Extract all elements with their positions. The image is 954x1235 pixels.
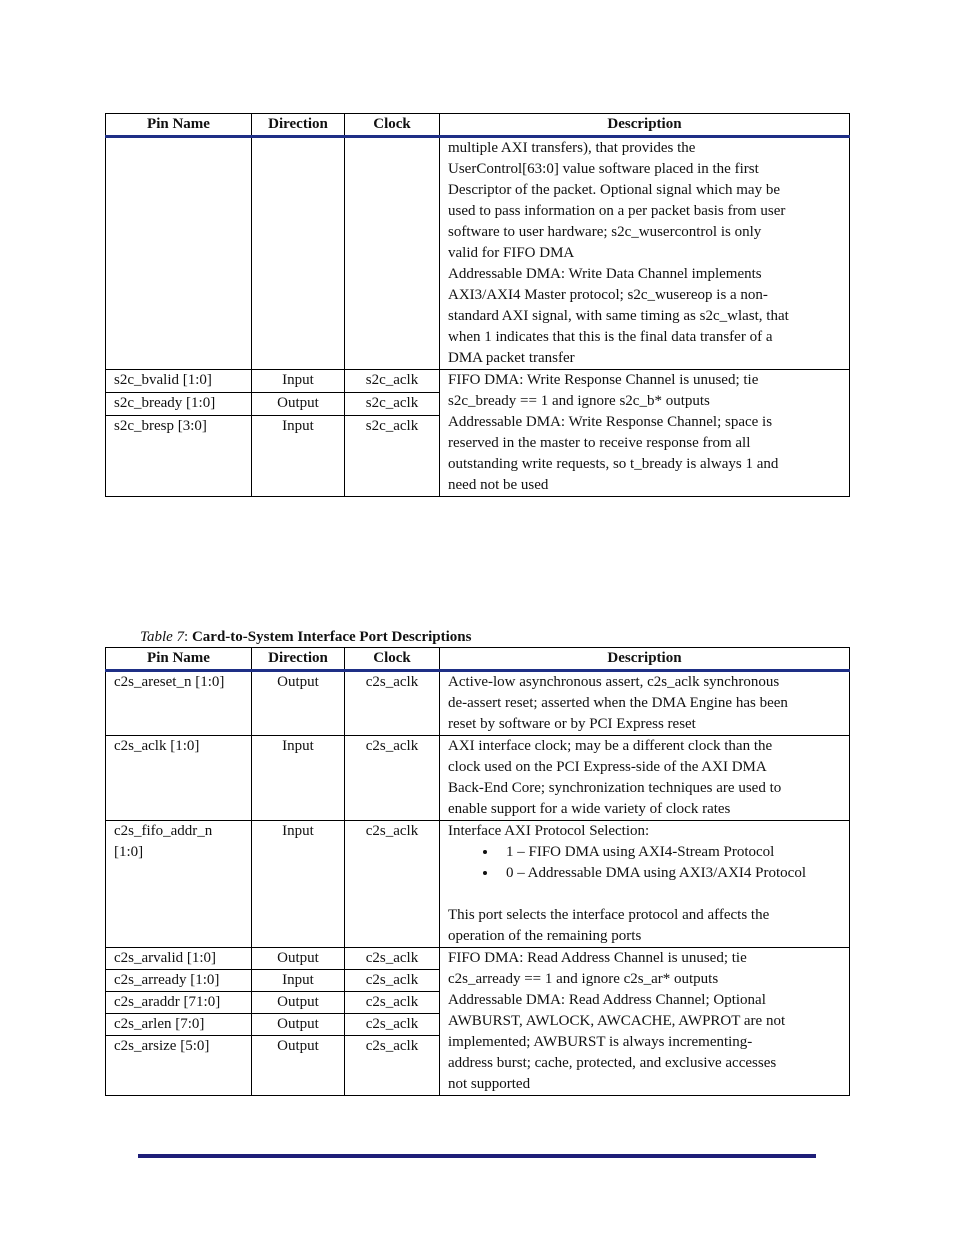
description-line: AWBURST, AWLOCK, AWCACHE, AWPROT are not <box>448 1013 786 1029</box>
clock-cell: c2s_aclk <box>345 821 440 948</box>
clock-cell: s2c_aclk <box>345 370 440 393</box>
description-line: software to user hardware; s2c_wusercontrol is only <box>448 224 762 240</box>
header-clock: Clock <box>345 648 440 671</box>
description-line: s2c_bready == 1 and ignore s2c_b* outputs <box>448 393 710 409</box>
description-line: reserved in the master to receive response from all <box>448 435 751 451</box>
pin-cell <box>106 137 252 370</box>
header-clock: Clock <box>345 114 440 137</box>
description-line: valid for FIFO DMA <box>448 245 575 261</box>
pin-cell: c2s_areset_n [1:0] <box>106 671 252 736</box>
pin-cell: s2c_bresp [3:0] <box>106 416 252 497</box>
table-caption <box>140 627 471 647</box>
clock-cell: s2c_aclk <box>345 416 440 497</box>
direction-cell: Input <box>252 370 345 393</box>
description-line: Interface AXI Protocol Selection: <box>448 823 650 839</box>
direction-cell: Output <box>252 393 345 416</box>
description-cell <box>440 736 850 821</box>
description-line: Back-End Core; synchronization techniques are used to <box>448 780 782 796</box>
direction-cell: Input <box>252 416 345 497</box>
clock-cell: c2s_aclk <box>345 671 440 736</box>
clock-cell: c2s_aclk <box>345 1014 440 1036</box>
clock-cell <box>345 137 440 370</box>
description-line: AXI3/AXI4 Master protocol; s2c_wusereop is a non- <box>448 287 768 303</box>
description-line: reset by software or by PCI Express reset <box>448 716 696 732</box>
header-pin-name: Pin Name <box>106 114 252 137</box>
description-cell <box>440 370 850 497</box>
description-line: implemented; AWBURST is always incrementing- <box>448 1034 753 1050</box>
table-header-row <box>106 648 850 671</box>
footer-rule <box>138 1154 816 1158</box>
description-cell <box>440 137 850 370</box>
description-line: used to pass information on a per packet basis from user <box>448 203 786 219</box>
direction-cell: Output <box>252 992 345 1014</box>
protocol-option-list <box>448 842 841 884</box>
pin-cell: c2s_arsize [5:0] <box>106 1036 252 1096</box>
table-row <box>106 948 850 970</box>
clock-cell: s2c_aclk <box>345 393 440 416</box>
description-line: address burst; cache, protected, and exclusive accesses <box>448 1055 777 1071</box>
description-line: Addressable DMA: Write Data Channel implements <box>448 266 762 282</box>
header-description: Description <box>440 114 850 137</box>
direction-cell: Input <box>252 970 345 992</box>
clock-cell: c2s_aclk <box>345 992 440 1014</box>
pin-cell: c2s_arlen [7:0] <box>106 1014 252 1036</box>
description-line: c2s_arready == 1 and ignore c2s_ar* outputs <box>448 971 719 987</box>
description-line: outstanding write requests, so t_bready is always 1 and <box>448 456 779 472</box>
list-item: • 1 – FIFO DMA using AXI4-Stream Protocol <box>498 842 841 863</box>
description-line: clock used on the PCI Express-side of the AXI DMA <box>448 759 767 775</box>
list-item: • 0 – Addressable DMA using AXI3/AXI4 Protocol <box>498 863 841 884</box>
direction-cell: Input <box>252 821 345 948</box>
description-cell <box>440 821 850 948</box>
table-row <box>106 137 850 370</box>
header-pin-name: Pin Name <box>106 648 252 671</box>
pin-cell <box>106 821 252 948</box>
c2s-port-table <box>105 647 850 1096</box>
direction-cell: Output <box>252 671 345 736</box>
pin-name-line: c2s_fifo_addr_n <box>114 823 213 839</box>
clock-cell: c2s_aclk <box>345 736 440 821</box>
description-cell <box>440 948 850 1096</box>
description-line: UserControl[63:0] value software placed in the first <box>448 161 759 177</box>
description-line: FIFO DMA: Write Response Channel is unused; tie <box>448 372 759 388</box>
description-line: enable support for a wide variety of clock rates <box>448 801 731 817</box>
clock-cell: c2s_aclk <box>345 1036 440 1096</box>
pin-cell: c2s_araddr [71:0] <box>106 992 252 1014</box>
table-caption-separator: : <box>184 629 192 645</box>
header-direction: Direction <box>252 114 345 137</box>
direction-cell: Output <box>252 1014 345 1036</box>
header-description: Description <box>440 648 850 671</box>
description-line: Descriptor of the packet. Optional signal which may be <box>448 182 780 198</box>
description-cell <box>440 671 850 736</box>
description-line: when 1 indicates that this is the final data transfer of a <box>448 329 773 345</box>
description-line: DMA packet transfer <box>448 350 575 366</box>
clock-cell: c2s_aclk <box>345 970 440 992</box>
table-row <box>106 370 850 393</box>
description-line: AXI interface clock; may be a different clock than the <box>448 738 773 754</box>
description-line: FIFO DMA: Read Address Channel is unused; tie <box>448 950 747 966</box>
description-line: not supported <box>448 1076 531 1092</box>
blank-line <box>448 884 841 905</box>
clock-cell: c2s_aclk <box>345 948 440 970</box>
table-caption-label: Table 7 <box>140 629 185 645</box>
pin-name-line: [1:0] <box>114 844 144 860</box>
table-row <box>106 821 850 948</box>
header-direction: Direction <box>252 648 345 671</box>
pin-cell: s2c_bready [1:0] <box>106 393 252 416</box>
description-line: Active-low asynchronous assert, c2s_aclk synchronous <box>448 674 780 690</box>
pin-cell: c2s_arvalid [1:0] <box>106 948 252 970</box>
description-line: Addressable DMA: Read Address Channel; Optional <box>448 992 766 1008</box>
table-row <box>106 671 850 736</box>
description-line: operation of the remaining ports <box>448 928 642 944</box>
table-header-row <box>106 114 850 137</box>
description-line: de-assert reset; asserted when the DMA Engine has been <box>448 695 788 711</box>
description-line: multiple AXI transfers), that provides the <box>448 140 696 156</box>
s2c-port-table <box>105 113 850 497</box>
direction-cell: Output <box>252 1036 345 1096</box>
direction-cell: Output <box>252 948 345 970</box>
description-line: This port selects the interface protocol and affects the <box>448 907 770 923</box>
description-line: standard AXI signal, with same timing as s2c_wlast, that <box>448 308 789 324</box>
description-line: Addressable DMA: Write Response Channel; space is <box>448 414 773 430</box>
description-line: need not be used <box>448 477 549 493</box>
pin-cell: s2c_bvalid [1:0] <box>106 370 252 393</box>
pin-cell: c2s_arready [1:0] <box>106 970 252 992</box>
table-caption-title: Card-to-System Interface Port Descriptions <box>191 629 472 645</box>
direction-cell: Input <box>252 736 345 821</box>
table-row <box>106 736 850 821</box>
direction-cell <box>252 137 345 370</box>
pin-cell: c2s_aclk [1:0] <box>106 736 252 821</box>
